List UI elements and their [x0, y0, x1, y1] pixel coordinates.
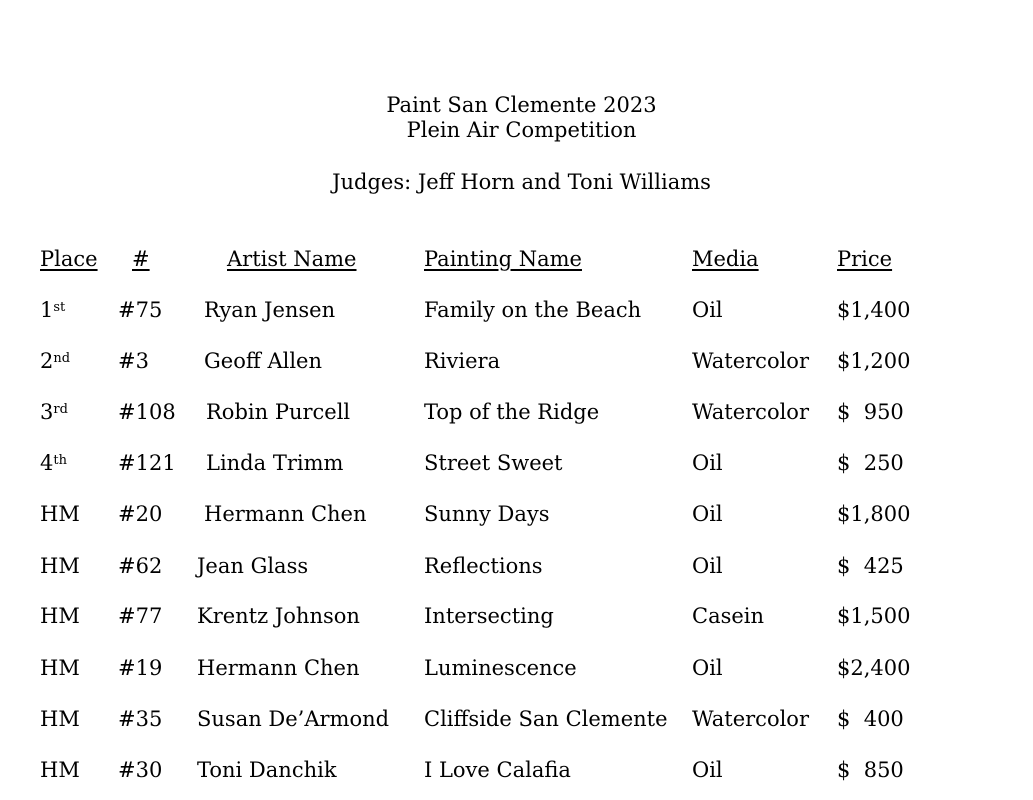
place-value: HM [40, 707, 80, 731]
place-cell [40, 757, 80, 783]
place-cell [40, 553, 80, 579]
price-cell: $ 400 [837, 707, 904, 731]
media-cell: Oil [692, 298, 723, 322]
artist-name-cell: Linda Trimm [206, 451, 344, 475]
price-cell: $1,200 [837, 349, 911, 373]
painting-name-cell: Cliffside San Clemente [424, 707, 668, 731]
place-value: HM [40, 502, 80, 526]
header-artist-name: Artist Name [227, 247, 357, 271]
place-cell [40, 501, 80, 527]
header-media: Media [692, 247, 759, 271]
place-value: 1 [40, 298, 54, 322]
artist-name-cell: Susan De’Armond [197, 707, 390, 731]
painting-name-cell: Luminescence [424, 656, 577, 680]
place-ordinal-suffix: st [53, 300, 66, 315]
artist-name-cell: Geoff Allen [204, 349, 322, 373]
artist-name-cell: Krentz Johnson [197, 604, 360, 628]
document-subtitle: Plein Air Competition [406, 118, 637, 142]
entry-number-cell: #19 [118, 656, 163, 680]
artist-name-cell: Toni Danchik [197, 758, 337, 782]
place-ordinal-suffix: rd [53, 402, 68, 417]
place-cell [40, 450, 67, 480]
place-cell [40, 399, 68, 429]
place-cell [40, 297, 65, 327]
place-cell [40, 655, 80, 681]
header-place: Place [40, 247, 98, 271]
place-value: HM [40, 656, 80, 680]
media-cell: Watercolor [692, 400, 809, 424]
header-price: Price [837, 247, 893, 271]
media-cell: Oil [692, 451, 723, 475]
entry-number-cell: #30 [118, 758, 163, 782]
painting-name-cell: Reflections [424, 554, 543, 578]
media-cell: Watercolor [692, 349, 809, 373]
place-value: HM [40, 604, 80, 628]
place-value: HM [40, 554, 80, 578]
artist-name-cell: Hermann Chen [197, 656, 360, 680]
place-ordinal-suffix: th [53, 453, 67, 468]
media-cell: Oil [692, 656, 723, 680]
entry-number-cell: #62 [118, 554, 163, 578]
price-cell: $ 250 [837, 451, 904, 475]
place-cell [40, 348, 70, 378]
price-cell: $ 950 [837, 400, 904, 424]
media-cell: Watercolor [692, 707, 809, 731]
price-cell: $1,800 [837, 502, 911, 526]
price-cell: $ 850 [837, 758, 904, 782]
painting-name-cell: Street Sweet [424, 451, 563, 475]
painting-name-cell: Riviera [424, 349, 501, 373]
document-title: Paint San Clemente 2023 [386, 93, 657, 117]
entry-number-cell: #3 [118, 349, 149, 373]
artist-name-cell: Jean Glass [197, 554, 309, 578]
place-value: 2 [40, 349, 54, 373]
painting-name-cell: Intersecting [424, 604, 554, 628]
entry-number-cell: #35 [118, 707, 163, 731]
painting-name-cell: Top of the Ridge [424, 400, 600, 424]
price-cell: $1,500 [837, 604, 911, 628]
painting-name-cell: I Love Calafia [424, 758, 571, 782]
artist-name-cell: Robin Purcell [206, 400, 351, 424]
entry-number-cell: #108 [118, 400, 176, 424]
price-cell: $2,400 [837, 656, 911, 680]
artist-name-cell: Hermann Chen [204, 502, 367, 526]
media-cell: Casein [692, 604, 765, 628]
header-painting-name: Painting Name [424, 247, 582, 271]
entry-number-cell: #20 [118, 502, 163, 526]
place-value: 4 [40, 451, 54, 475]
price-cell: $ 425 [837, 554, 904, 578]
judges-line: Judges: Jeff Horn and Toni Williams [332, 170, 711, 194]
media-cell: Oil [692, 502, 723, 526]
place-value: HM [40, 758, 80, 782]
painting-name-cell: Family on the Beach [424, 298, 642, 322]
header-number: # [132, 247, 150, 271]
place-cell [40, 706, 80, 732]
place-value: 3 [40, 400, 54, 424]
place-ordinal-suffix: nd [53, 351, 71, 366]
artist-name-cell: Ryan Jensen [204, 298, 336, 322]
media-cell: Oil [692, 554, 723, 578]
place-cell [40, 603, 80, 629]
entry-number-cell: #75 [118, 298, 163, 322]
painting-name-cell: Sunny Days [424, 502, 550, 526]
price-cell: $1,400 [837, 298, 911, 322]
entry-number-cell: #121 [118, 451, 176, 475]
media-cell: Oil [692, 758, 723, 782]
entry-number-cell: #77 [118, 604, 163, 628]
